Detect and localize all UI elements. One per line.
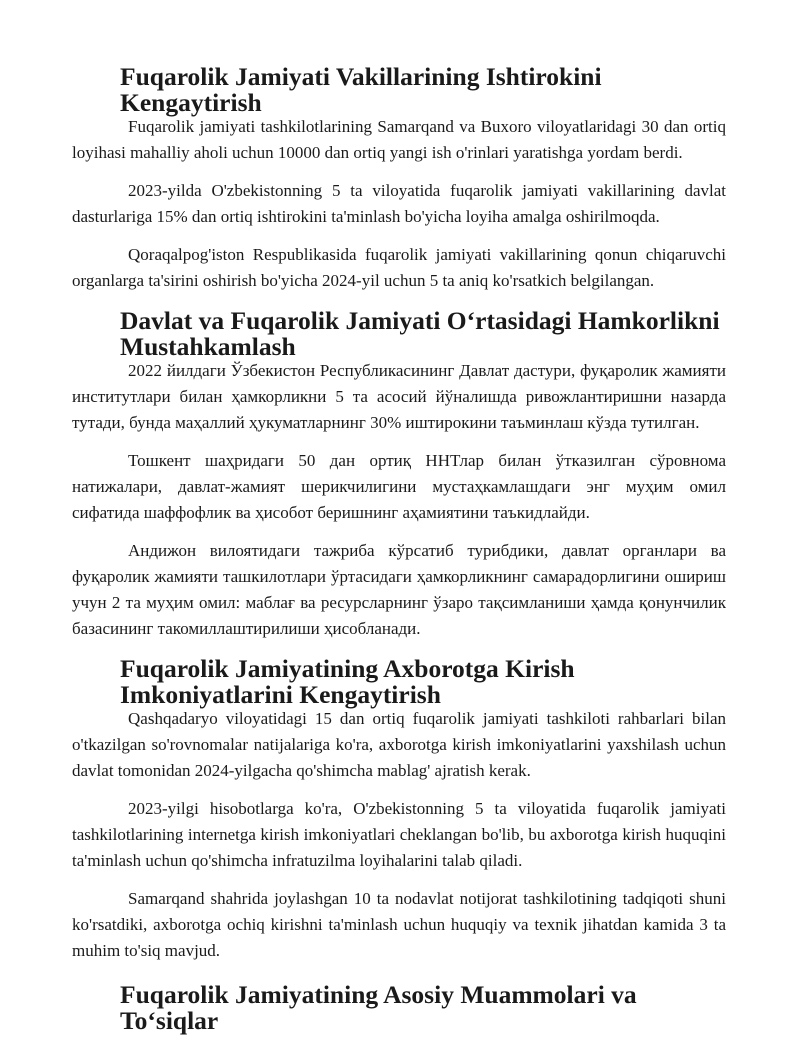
paragraph: Samarqand shahrida joylashgan 10 ta nodavlat notijorat tashkilotining tadqiqoti shuni ko'rsatdiki, axborotga ochiq kirishni ta'minlash uchun huquqiy va texnik jihatdan kamida 3 ta muhim to'siq mavjud. xyxy=(72,889,726,960)
section-heading: Fuqarolik Jamiyatining Asosiy Muammolari va To‘siqlar xyxy=(120,980,637,1035)
paragraph: Qashqadaryo viloyatidagi 15 dan ortiq fuqarolik jamiyati tashkiloti rahbarlari bilan o'tkazilgan so'rovnomalar natijalariga ko'ra, axborotga kirish imkoniyatlarini yaxshilash uchun davlat tomonidan 2024-yilgacha qo'shimcha mablag' ajratish kerak. xyxy=(72,709,726,780)
section-heading: Fuqarolik Jamiyati Vakillarining Ishtirokini Kengaytirish xyxy=(120,62,602,117)
paragraph: Fuqarolik jamiyati tashkilotlarining Samarqand va Buxoro viloyatlaridagi 30 dan ortiq loyihasi mahalliy aholi uchun 10000 dan ortiq yangi ish o'rinlari yaratishga yordam berdi. xyxy=(72,117,726,162)
paragraph: 2023-yilda O'zbekistonning 5 ta viloyatida fuqarolik jamiyati vakillarining davlat dasturlariga 15% dan ortiq ishtirokini ta'minlash bo'yicha loyiha amalga oshirilmoqda. xyxy=(72,181,726,226)
paragraph: 2022 йилдаги Ўзбекистон Республикасининг Давлат дастури, фуқаролик жамияти институтлари билан ҳамкорликни 5 та асосий йўналишда ривожлантиришни назарда тутади, бунда маҳаллий ҳукуматларнинг 30% иштирокини таъминлаш кўзда тутилган. xyxy=(72,361,726,432)
paragraph: Андижон вилоятидаги тажриба кўрсатиб турибдики, давлат органлари ва фуқаролик жамияти ташкилотлари ўртасидаги ҳамкорликнинг самарадорлигини ошириш учун 2 та муҳим омил: маблағ ва ресурсларнинг ўзаро тақсимланиши ҳамда қонунчилик базасининг такомиллаштирилиши ҳисобланади. xyxy=(72,541,726,638)
section-information-access xyxy=(72,656,726,964)
section-heading: Fuqarolik Jamiyatining Axborotga Kirish Imkoniyatlarini Kengaytirish xyxy=(120,654,575,709)
paragraph: Тошкент шаҳридаги 50 дан ортиқ ННТлар билан ўтказилган сўровнома натижалари, давлат-жамият шерикчилигини мустаҳкамлашдаги энг муҳим омил сифатида шаффофлик ва ҳисобот беришнинг аҳамиятини таъкидлайди. xyxy=(72,451,726,522)
section-heading: Davlat va Fuqarolik Jamiyati O‘rtasidagi Hamkorlikni Mustahkamlash xyxy=(120,306,720,361)
section-cooperation xyxy=(72,308,726,642)
paragraph: Qoraqalpog'iston Respublikasida fuqarolik jamiyati vakillarining qonun chiqaruvchi organlarga ta'sirini oshirish bo'yicha 2024-yil uchun 5 ta aniq ko'rsatkich belgilangan. xyxy=(72,245,726,290)
section-participation xyxy=(72,64,726,294)
section-problems xyxy=(72,982,726,1034)
document-page xyxy=(72,64,726,1048)
paragraph: 2023-yilgi hisobotlarga ko'ra, O'zbekistonning 5 ta viloyatida fuqarolik jamiyati tashkilotlarining internetga kirish imkoniyatlari cheklangan bo'lib, bu axborotga kirish huquqini ta'minlash uchun qo'shimcha infratuzilma loyihalarini talab qiladi. xyxy=(72,799,726,870)
